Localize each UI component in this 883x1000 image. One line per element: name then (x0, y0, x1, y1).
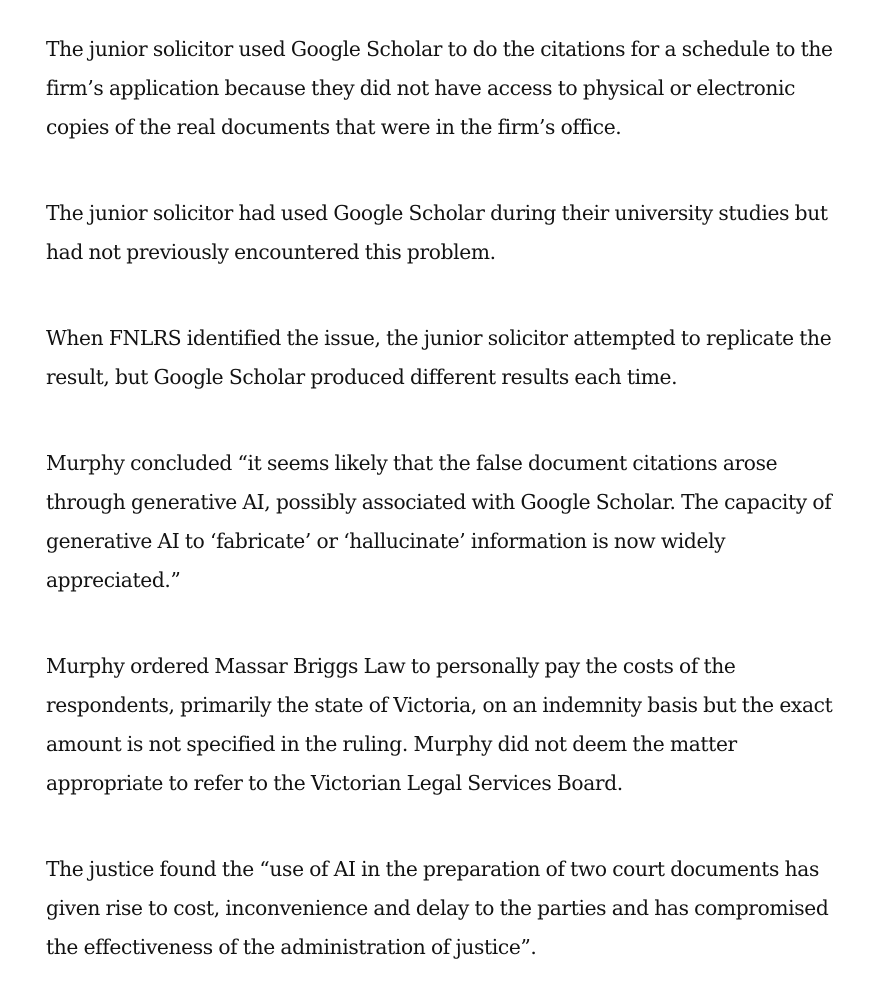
paragraph-university-studies: The junior solicitor had used Google Scholar during their university studies but had not previously encountered this problem. (46, 201, 828, 264)
paragraph-murphy-conclusion: Murphy concluded “it seems likely that the false document citations arose through generative AI, possibly associated with Google Scholar. The capacity of generative AI to ‘fabricate’ or ‘hallucinate’ information is now widely appreciated.” (46, 451, 832, 592)
paragraph-justice-finding: The justice found the “use of AI in the preparation of two court documents has given rise to cost, inconvenience and delay to the parties and has compromised the effectiveness of the administration of justice”. (46, 857, 829, 959)
paragraph-fnlrs-issue: When FNLRS identified the issue, the junior solicitor attempted to replicate the result, but Google Scholar produced different results each time. (46, 326, 832, 389)
paragraph-costs-order: Murphy ordered Massar Briggs Law to personally pay the costs of the respondents, primarily the state of Victoria, on an indemnity basis but the exact amount is not specified in the ruling. Murphy did not deem the matter appropriate to refer to the Victorian Legal Services Board. (46, 654, 833, 795)
paragraph-google-scholar-citations: The junior solicitor used Google Scholar to do the citations for a schedule to the firm’s application because they did not have access to physical or electronic copies of the real documents that were in the firm’s office. (46, 37, 833, 139)
